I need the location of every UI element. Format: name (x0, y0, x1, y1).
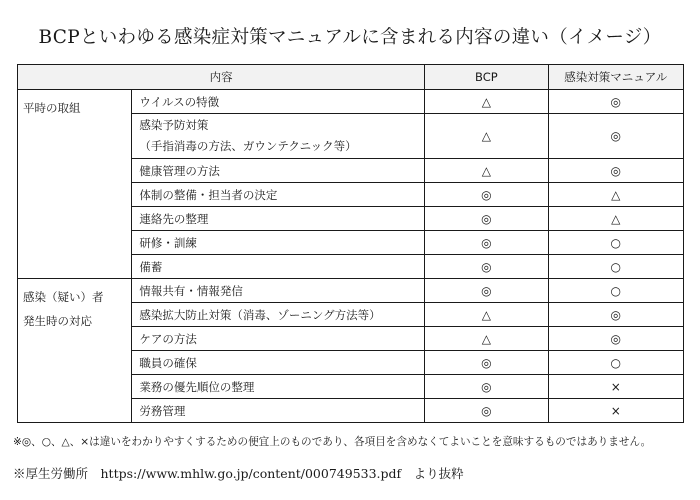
section-label (18, 279, 132, 423)
source-citation: ※厚生労働所 https://www.mhlw.go.jp/content/000749533.pdf より抜粋 (13, 466, 464, 481)
bcp-mark: ◎ (425, 375, 548, 399)
page-title: BCPといわゆる感染症対策マニュアルに含まれる内容の違い（イメージ） (38, 27, 662, 48)
item-label: 感染予防対策 (139, 118, 209, 132)
item-label: 情報共有・情報発信 (139, 283, 243, 298)
comparison-table (17, 64, 684, 423)
manual-mark: ◎ (548, 90, 683, 114)
item-cell (132, 399, 425, 423)
item-label: 業務の優先順位の整理 (139, 379, 255, 394)
bcp-mark: △ (425, 303, 548, 327)
header-manual: 感染対策マニュアル (548, 65, 683, 90)
bcp-mark: ◎ (425, 231, 548, 255)
table-body (18, 90, 684, 423)
manual-mark: △ (548, 207, 683, 231)
manual-mark: ◎ (548, 159, 683, 183)
item-cell (132, 375, 425, 399)
item-cell (132, 327, 425, 351)
item-cell (132, 159, 425, 183)
bcp-mark: ◎ (425, 207, 548, 231)
footnote: ※◎、○、△、×は違いをわかりやすくするための便宜上のものであり、各項目を含めなくてよいことを意味するものではありません。 (13, 436, 652, 448)
section-label-line: 感染（疑い）者 (23, 290, 104, 304)
item-label: ウイルスの特徴 (139, 94, 220, 109)
section-label (18, 90, 132, 279)
manual-mark: × (548, 399, 683, 423)
item-cell (132, 279, 425, 303)
bcp-mark: △ (425, 114, 548, 159)
item-label: 労務管理 (139, 403, 186, 418)
bcp-mark: ◎ (425, 279, 548, 303)
item-label: ケアの方法 (139, 331, 197, 346)
manual-mark: × (548, 375, 683, 399)
bcp-mark: ◎ (425, 399, 548, 423)
manual-mark: ○ (548, 351, 683, 375)
item-label: 感染拡大防止対策（消毒、ゾーニング方法等） (139, 307, 381, 322)
bcp-mark: △ (425, 159, 548, 183)
item-label: 体制の整備・担当者の決定 (139, 187, 278, 202)
manual-mark: ◎ (548, 303, 683, 327)
item-cell (132, 255, 425, 279)
manual-mark: ◎ (548, 114, 683, 159)
header-content: 内容 (18, 65, 425, 90)
table-header-row (18, 65, 684, 90)
item-cell (132, 90, 425, 114)
item-cell (132, 114, 425, 159)
manual-mark: ○ (548, 231, 683, 255)
bcp-mark: △ (425, 90, 548, 114)
table-row (18, 279, 684, 303)
bcp-mark: △ (425, 327, 548, 351)
bcp-mark: ◎ (425, 351, 548, 375)
table-row (18, 90, 684, 114)
section-label-line: 平時の取組 (23, 101, 81, 115)
item-cell (132, 207, 425, 231)
item-label: 職員の確保 (139, 355, 197, 370)
manual-mark: ○ (548, 279, 683, 303)
item-label: （手指消毒の方法、ガウンテクニック等） (139, 139, 357, 153)
item-cell (132, 303, 425, 327)
manual-mark: △ (548, 183, 683, 207)
header-bcp: BCP (425, 65, 548, 90)
section-label-line: 発生時の対応 (23, 314, 92, 328)
item-label: 健康管理の方法 (139, 163, 220, 178)
item-label: 研修・訓練 (139, 235, 197, 250)
bcp-mark: ◎ (425, 183, 548, 207)
item-label: 連絡先の整理 (139, 211, 209, 226)
bcp-mark: ◎ (425, 255, 548, 279)
manual-mark: ○ (548, 255, 683, 279)
manual-mark: ◎ (548, 327, 683, 351)
item-cell (132, 231, 425, 255)
item-cell (132, 351, 425, 375)
item-cell (132, 183, 425, 207)
item-label: 備蓄 (139, 259, 163, 274)
